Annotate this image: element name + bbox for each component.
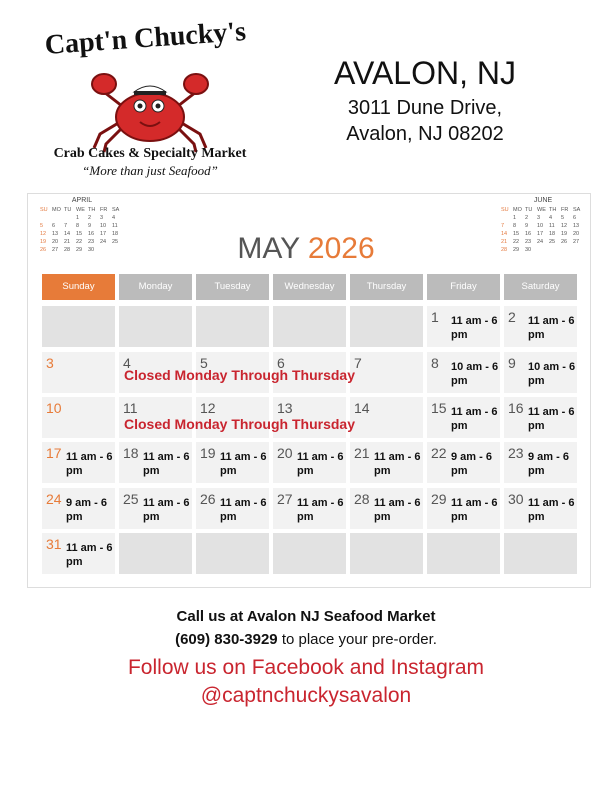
day-number: 3 [46,355,54,371]
empty-day-cell [427,533,500,574]
day-cell [427,397,500,438]
mini-day [537,246,549,254]
empty-day-cell [196,533,269,574]
mini-day: 5 [561,215,565,221]
day-number: 25 [123,491,139,507]
day-hours: 11 am - 6 pm [143,451,190,477]
day-number: 9 [508,355,516,371]
day-number: 15 [431,400,447,416]
day-hours: 11 am - 6 pm [374,451,421,477]
mini-day: 18 [549,231,556,237]
day-hours: 10 am - 6 pm [528,361,576,387]
day-cell [504,442,577,483]
day-cell [504,397,577,438]
day-cell [273,442,346,483]
day-hours: 11 am - 6 pm [451,315,498,341]
mini-weekday: SU [40,207,48,213]
day-hours: 11 am - 6 pm [374,497,421,523]
day-cell [504,488,577,529]
day-hours: 9 am - 6 pm [66,497,107,523]
mini-day: 15 [76,231,83,237]
mini-day: 26 [40,247,47,253]
day-number: 7 [354,355,362,371]
location-city: AVALON, NJ [334,55,516,91]
empty-day-cell [119,306,192,347]
mini-day: 20 [573,231,580,237]
empty-day-cell [119,533,192,574]
day-number: 23 [508,445,524,461]
mini-day: 27 [52,247,59,253]
calendar-year: 2026 [307,232,375,265]
day-number: 20 [277,445,293,461]
day-number: 4 [123,355,131,371]
mini-weekday: WE [76,207,85,213]
empty-day-cell [196,306,269,347]
mini-calendar-june [501,197,585,254]
mini-day [501,214,513,222]
phone-suffix: to place your pre-order. [277,631,437,648]
empty-day-cell [42,306,115,347]
footer-phone-line [0,631,612,648]
day-hours: 11 am - 6 pm [451,406,498,432]
day-hours: 11 am - 6 pm [66,451,113,477]
mini-day: 13 [573,223,580,229]
mini-day: 2 [525,215,529,221]
mini-day: 19 [40,239,47,245]
day-hours: 11 am - 6 pm [528,497,575,523]
day-cell [42,442,115,483]
day-cell [427,352,500,393]
day-number: 19 [200,445,216,461]
day-cell [350,488,423,529]
mini-day: 30 [525,247,532,253]
day-hours: 9 am - 6 pm [451,451,492,477]
phone-number[interactable]: (609) 830-3929 [175,631,278,648]
day-number: 2 [508,309,516,325]
logo-tagline: Crab Cakes & Specialty Market [53,146,247,161]
footer-follow: Follow us on Facebook and Instagram [127,656,485,679]
mini-day: 1 [513,215,517,221]
mini-day: 9 [525,223,529,229]
weekday-sunday: Sunday [42,274,115,300]
weekday-saturday: Saturday [504,274,577,300]
day-cell [427,488,500,529]
logo-motto: “More than just Seafood” [82,163,218,178]
day-hours: 11 am - 6 pm [451,497,498,523]
day-number: 13 [277,400,293,416]
day-number: 31 [46,536,62,552]
mini-day: 5 [40,223,44,229]
mini-day: 8 [513,223,517,229]
day-number: 29 [431,491,447,507]
day-number: 16 [508,400,524,416]
day-hours: 10 am - 6 pm [451,361,499,387]
mini-day [100,246,112,254]
closed-notice: Closed Monday Through Thursday [123,416,355,432]
mini-day: 21 [64,239,71,245]
day-number: 11 [123,400,138,416]
mini-weekday: MO [52,207,61,213]
mini-day: 11 [549,223,555,229]
mini-weekday: FR [100,207,108,213]
mini-day: 29 [76,247,83,253]
weekday-friday: Friday [427,274,500,300]
weekday-wednesday: Wednesday [273,274,346,300]
mini-weekday: TH [549,207,557,213]
day-hours: 11 am - 6 pm [528,406,575,432]
mini-day [52,214,64,222]
footer-call: Call us at Avalon NJ Seafood Market [176,608,436,625]
day-number: 17 [46,445,62,461]
mini-day: 21 [501,239,508,245]
mini-weekday: SA [573,207,581,213]
mini-day: 9 [88,223,92,229]
day-hours: 9 am - 6 pm [528,451,569,477]
mini-day: 2 [88,215,92,221]
mini-day: 14 [64,231,71,237]
social-handle-link[interactable]: @captnchuckysavalon [200,684,412,707]
empty-day-cell [350,533,423,574]
mini-day: 15 [513,231,520,237]
mini-day: 17 [537,231,544,237]
mini-weekday: FR [561,207,569,213]
location-street: 3011 Dune Drive, [347,97,503,119]
day-cell [42,488,115,529]
day-cell [504,306,577,347]
mini-day: 27 [573,239,580,245]
mini-day: 26 [561,239,568,245]
mini-day [64,214,76,222]
mini-month-grid [40,206,124,254]
empty-day-cell [273,533,346,574]
day-cell [427,306,500,347]
day-hours: 11 am - 6 pm [66,542,113,568]
mini-day: 22 [76,239,83,245]
mini-day: 16 [88,231,95,237]
day-number: 26 [200,491,216,507]
day-number: 1 [431,309,439,325]
day-hours: 11 am - 6 pm [220,497,267,523]
weekday-monday: Monday [119,274,192,300]
day-cell [196,488,269,529]
day-number: 28 [354,491,370,507]
mini-weekday: MO [513,207,522,213]
mini-month-grid [501,206,585,254]
day-number: 21 [354,445,370,461]
mini-day: 23 [525,239,532,245]
day-cell [42,352,115,393]
mini-day: 29 [513,247,520,253]
location-city-state: Avalon, NJ 08202 [346,123,504,145]
mini-day: 16 [525,231,532,237]
mini-day: 10 [537,223,544,229]
mini-day [549,246,561,254]
mini-weekday: TU [525,207,533,213]
mini-weekday: SU [501,207,509,213]
closed-notice: Closed Monday Through Thursday [123,367,355,383]
empty-day-cell [273,306,346,347]
mini-day: 12 [561,223,568,229]
mini-day [112,246,124,254]
mini-month-name: JUNE [533,197,553,204]
day-hours: 11 am - 6 pm [528,315,575,341]
mini-weekday: TH [88,207,96,213]
mini-weekday: SA [112,207,120,213]
day-cell [119,442,192,483]
empty-day-cell [350,306,423,347]
mini-day: 18 [112,231,119,237]
mini-day: 28 [64,247,71,253]
mini-weekday: WE [537,207,546,213]
mini-day: 10 [100,223,107,229]
day-hours: 11 am - 6 pm [297,451,344,477]
mini-day: 13 [52,231,59,237]
day-cell [42,533,115,574]
mini-day: 22 [513,239,520,245]
mini-day: 24 [537,239,544,245]
day-cell [350,442,423,483]
mini-day: 30 [88,247,95,253]
day-number: 12 [200,400,216,416]
day-number: 22 [431,445,447,461]
mini-day: 25 [549,239,556,245]
crab-logo-icon [90,62,210,154]
mini-day [573,246,585,254]
mini-day: 25 [112,239,119,245]
day-cell [427,442,500,483]
mini-day: 4 [549,215,553,221]
day-number: 6 [277,355,285,371]
mini-day: 8 [76,223,80,229]
day-hours: 11 am - 6 pm [297,497,344,523]
mini-day: 7 [501,223,505,229]
day-cell [196,442,269,483]
mini-day: 24 [100,239,107,245]
mini-day: 20 [52,239,59,245]
weekday-tuesday: Tuesday [196,274,269,300]
day-number: 14 [354,400,370,416]
logo-title: Capt'n Chucky's [43,16,247,62]
mini-day: 3 [100,215,104,221]
mini-day: 19 [561,231,568,237]
day-number: 18 [123,445,139,461]
day-cell [504,352,577,393]
day-hours: 11 am - 6 pm [143,497,190,523]
mini-day: 11 [112,223,118,229]
mini-day: 3 [537,215,541,221]
mini-day: 1 [76,215,80,221]
empty-day-cell [504,533,577,574]
day-number: 8 [431,355,439,371]
day-number: 30 [508,491,524,507]
mini-weekday: TU [64,207,72,213]
mini-day: 28 [501,247,508,253]
mini-day: 23 [88,239,95,245]
day-hours: 11 am - 6 pm [220,451,267,477]
day-number: 5 [200,355,208,371]
mini-day: 4 [112,215,116,221]
mini-day: 14 [501,231,508,237]
mini-day: 6 [52,223,56,229]
mini-day: 7 [64,223,68,229]
mini-day [40,214,52,222]
day-number: 10 [46,400,62,416]
day-number: 27 [277,491,293,507]
day-cell [119,488,192,529]
mini-day: 17 [100,231,107,237]
day-cell [42,397,115,438]
mini-day [561,246,573,254]
mini-calendar-april [40,197,124,254]
mini-day: 12 [40,231,47,237]
mini-day: 6 [573,215,577,221]
weekday-thursday: Thursday [350,274,423,300]
calendar-month: MAY [237,232,300,265]
day-number: 24 [46,491,62,507]
day-cell [273,488,346,529]
mini-month-name: APRIL [71,197,93,204]
calendar-heading [200,232,412,266]
